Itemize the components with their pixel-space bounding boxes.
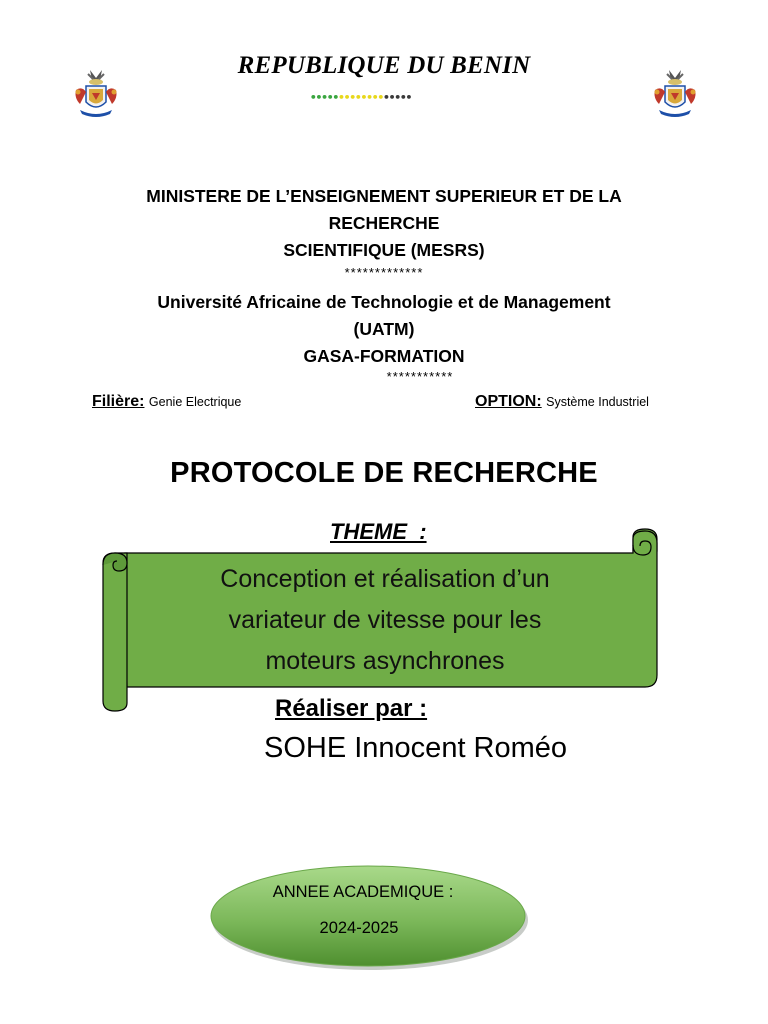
coat-of-arms-icon [70,66,122,120]
ministry-line: RECHERCHE [328,213,440,233]
university-line: Université Africaine de Technologie et de Management [157,292,611,312]
realiser-label: Réaliser par : [275,695,428,722]
theme-text [135,559,635,682]
academic-year-ellipse [208,858,533,978]
separator-stars: ************* [344,265,424,280]
ministry-line: SCIENTIFIQUE (MESRS) [283,240,485,260]
flag-dots-decoration: •••••••••••••••••• [310,91,412,104]
theme-line: variateur de vitesse pour les [228,606,542,634]
theme-line: moteurs asynchrones [265,647,505,675]
filiere-label: Filière: [92,393,145,410]
academic-year-label: ANNEE ACADEMIQUE : [272,883,454,901]
theme-label: THEME : [330,519,427,544]
academic-year-value: 2024-2025 [319,919,399,937]
ministry-block [100,183,668,264]
university-line: GASA-FORMATION [303,346,465,366]
ministry-line: MINISTERE DE L’ENSEIGNEMENT SUPERIEUR ET DE LA [146,186,622,206]
document-title: PROTOCOLE DE RECHERCHE [170,457,598,489]
option-field [475,393,649,411]
theme-line: Conception et réalisation d’un [220,565,550,593]
filiere-field [92,393,241,411]
option-label: OPTION: [475,393,542,410]
option-value: Système Industriel [546,395,649,409]
coat-of-arms-icon [649,66,701,120]
author-name: SOHE Innocent Roméo [264,732,568,764]
university-line: (UATM) [353,319,415,339]
university-block [100,289,668,370]
filiere-value: Genie Electrique [148,395,242,409]
separator-stars: *********** [386,369,454,384]
country-title: REPUBLIQUE DU BENIN [237,52,531,79]
